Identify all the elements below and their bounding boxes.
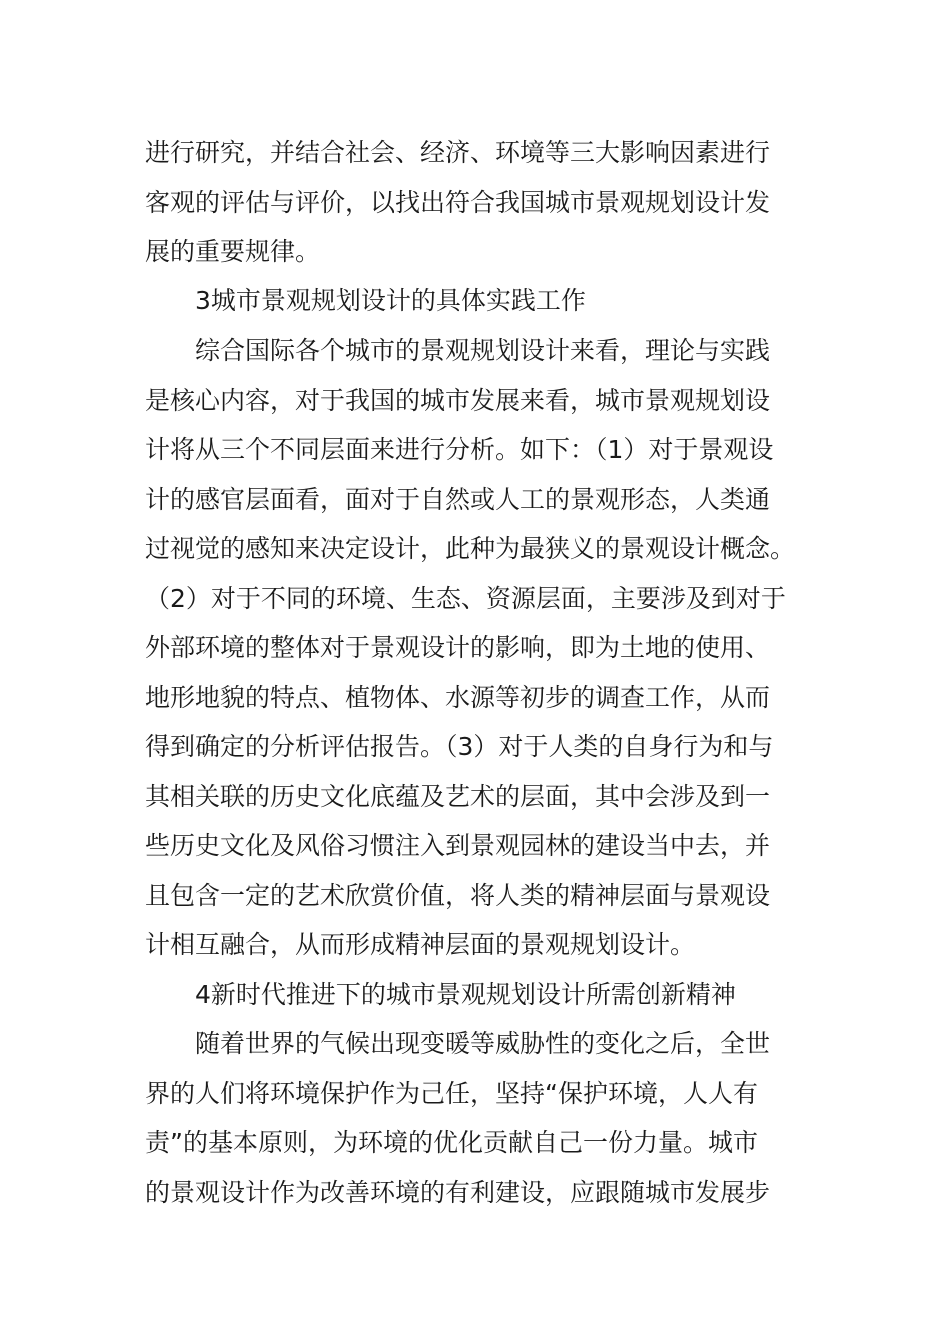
text-line: 外部环境的整体对于景观设计的影响，即为土地的使用、 bbox=[145, 633, 771, 662]
text-line: 客观的评估与评价，以找出符合我国城市景观规划设计发 bbox=[145, 188, 771, 217]
text-line: 其相关联的历史文化底蕴及艺术的层面，其中会涉及到一 bbox=[145, 782, 771, 811]
text-line: 责”的基本原则，为环境的优化贡献自己一份力量。城市 bbox=[145, 1128, 758, 1157]
text-line: 综合国际各个城市的景观规划设计来看，理论与实践 bbox=[195, 336, 771, 365]
text-line: 过视觉的感知来决定设计，此种为最狭义的景观设计概念。 bbox=[145, 534, 796, 563]
text-line: 地形地貌的特点、植物体、水源等初步的调查工作，从而 bbox=[145, 683, 771, 712]
text-line: 些历史文化及风俗习惯注入到景观园林的建设当中去，并 bbox=[145, 831, 771, 860]
section-heading: 4新时代推进下的城市景观规划设计所需创新精神 bbox=[195, 980, 736, 1009]
text-line: 的景观设计作为改善环境的有利建设，应跟随城市发展步 bbox=[145, 1178, 771, 1207]
text-line: 得到确定的分析评估报告。（3）对于人类的自身行为和与 bbox=[145, 732, 774, 761]
text-line: 是核心内容，对于我国的城市发展来看，城市景观规划设 bbox=[145, 386, 771, 415]
text-line: 随着世界的气候出现变暖等威胁性的变化之后，全世 bbox=[195, 1029, 771, 1058]
text-line: 计将从三个不同层面来进行分析。如下：（1）对于景观设 bbox=[145, 435, 774, 464]
text-line: （2）对于不同的环境、生态、资源层面，主要涉及到对于 bbox=[145, 584, 786, 613]
text-line: 且包含一定的艺术欣赏价值，将人类的精神层面与景观设 bbox=[145, 881, 771, 910]
text-line: 界的人们将环境保护作为己任，坚持“保护环境，人人有 bbox=[145, 1079, 758, 1108]
section-heading: 3城市景观规划设计的具体实践工作 bbox=[195, 286, 586, 315]
text-line: 计的感官层面看，面对于自然或人工的景观形态，人类通 bbox=[145, 485, 771, 514]
text-line: 展的重要规律。 bbox=[145, 237, 321, 266]
text-line: 计相互融合，从而形成精神层面的景观规划设计。 bbox=[145, 930, 696, 959]
text-line: 进行研究，并结合社会、经济、环境等三大影响因素进行 bbox=[145, 138, 771, 167]
